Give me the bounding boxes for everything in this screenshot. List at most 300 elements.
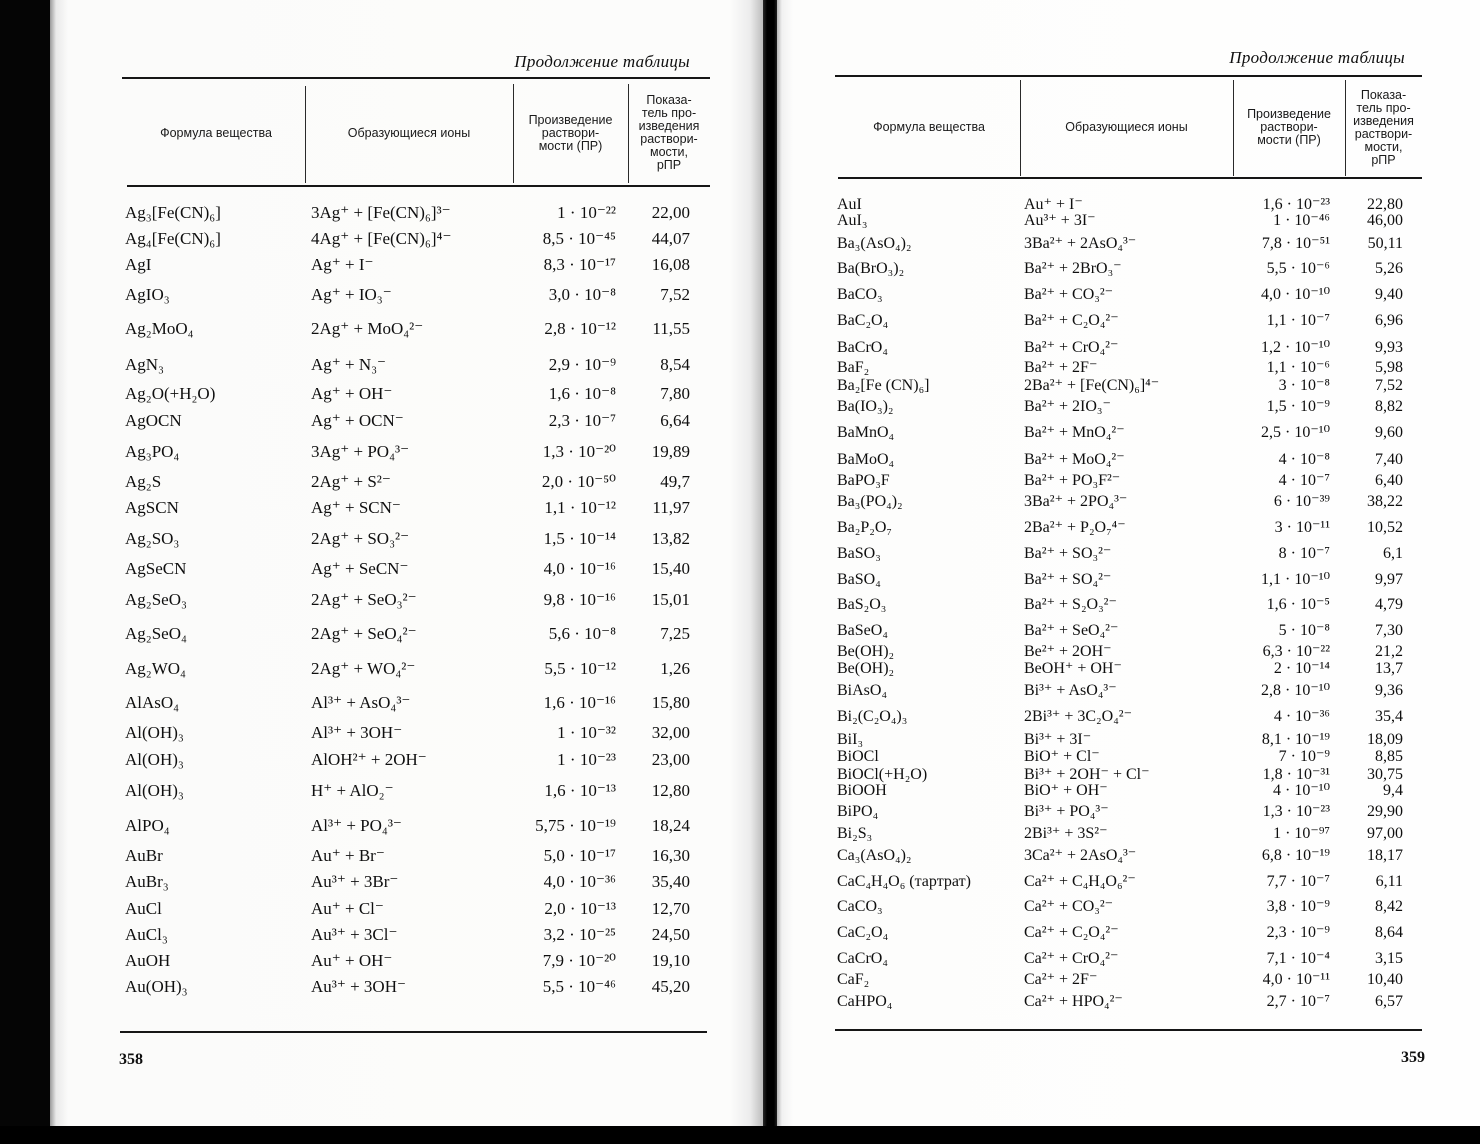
ksp-cell: 7 · 10⁻⁹ (1278, 748, 1330, 765)
pksp-cell: 3,15 (1375, 950, 1403, 967)
table-row (50, 228, 763, 250)
header-pksp-line: мости, (650, 145, 688, 159)
table-row (777, 210, 1480, 232)
pksp-cell: 7,52 (1375, 377, 1403, 394)
ions-cell: 2Ag⁺ + SeO₄²⁻ (311, 624, 417, 643)
ksp-cell: 1 · 10⁻⁹⁷ (1273, 825, 1330, 842)
header-pksp-line: рПР (656, 158, 682, 172)
header-ions-label: Образующиеся ионы (1065, 120, 1188, 134)
ions-cell: Au⁺ + Cl⁻ (311, 899, 384, 918)
ions-cell: 2Bi³⁺ + 3S²⁻ (1024, 825, 1108, 842)
pksp-cell: 8,54 (660, 355, 690, 374)
pksp-cell: 1,26 (660, 659, 690, 678)
pksp-cell: 7,30 (1375, 622, 1403, 639)
ions-cell: BiO⁺ + Cl⁻ (1024, 748, 1100, 765)
ksp-cell: 1,6 · 10⁻¹³ (544, 781, 616, 800)
ions-cell: Bi³⁺ + 2OH⁻ + Cl⁻ (1024, 766, 1150, 783)
formula-cell: Be(OH)₂ (837, 643, 895, 660)
pksp-cell: 9,36 (1375, 682, 1403, 699)
formula-cell: Ag₄[Fe(CN)₆] (125, 229, 221, 248)
ions-cell: Ca²⁺ + 2F⁻ (1024, 971, 1098, 988)
ksp-cell: 6,3 · 10⁻²² (1262, 643, 1330, 660)
formula-cell: Ba₃(AsO₄)₂ (837, 235, 912, 252)
pksp-cell: 32,00 (651, 723, 690, 742)
table-row (50, 815, 763, 837)
table-row (50, 254, 763, 276)
formula-cell: Ba(BrO₃)₂ (837, 260, 905, 277)
ksp-cell: 4,0 · 10⁻³⁶ (543, 872, 616, 891)
pksp-cell: 97,00 (1367, 825, 1403, 842)
table-row (777, 845, 1480, 867)
pksp-cell: 35,4 (1375, 708, 1403, 725)
ksp-cell: 1,8 · 10⁻³¹ (1262, 766, 1330, 783)
table-row (50, 354, 763, 376)
ksp-cell: 2,3 · 10⁻⁷ (548, 411, 616, 430)
pksp-cell: 18,24 (651, 816, 690, 835)
formula-cell: Bi₂(C₂O₄)₃ (837, 708, 908, 725)
pksp-cell: 8,42 (1375, 898, 1403, 915)
ions-cell: Bi³⁺ + 3I⁻ (1024, 731, 1092, 748)
ksp-cell: 4,0 · 10⁻¹⁰ (1261, 286, 1330, 303)
formula-cell: BaPO₃F (837, 472, 890, 489)
pksp-cell: 13,7 (1375, 660, 1403, 677)
pksp-cell: 8,64 (1375, 924, 1403, 941)
table-row (50, 441, 763, 463)
ions-cell: Ca²⁺ + C₂O₄²⁻ (1024, 924, 1119, 941)
formula-cell: BiOCl(+H₂O) (837, 766, 928, 783)
formula-cell: BaF₂ (837, 359, 870, 376)
table-row (50, 202, 763, 224)
pksp-cell: 6,96 (1375, 312, 1403, 329)
formula-cell: AlAsO₄ (125, 693, 180, 712)
ions-cell: Au⁺ + Br⁻ (311, 846, 385, 865)
ksp-cell: 4 · 10⁻⁸ (1278, 451, 1330, 468)
ions-cell: Ba²⁺ + 2BrO₃⁻ (1024, 260, 1122, 277)
ions-cell: Al³⁺ + 3OH⁻ (311, 723, 403, 742)
ions-cell: Bi³⁺ + PO₄³⁻ (1024, 803, 1109, 820)
pksp-cell: 5,26 (1375, 260, 1403, 277)
table-row (777, 801, 1480, 823)
ksp-cell: 3 · 10⁻¹¹ (1274, 519, 1330, 536)
table-row (50, 471, 763, 493)
ksp-cell: 3,2 · 10⁻²⁵ (543, 925, 616, 944)
pksp-cell: 50,11 (1367, 235, 1403, 252)
ions-cell: BiO⁺ + OH⁻ (1024, 782, 1108, 799)
pksp-cell: 38,22 (1367, 493, 1403, 510)
pksp-cell: 12,80 (651, 781, 690, 800)
table-row (777, 337, 1480, 359)
pksp-cell: 4,79 (1375, 596, 1403, 613)
pksp-cell: 6,57 (1375, 993, 1403, 1010)
pksp-cell: 19,10 (651, 951, 690, 970)
formula-cell: AgIO₃ (125, 285, 170, 304)
ions-cell: Al³⁺ + AsO₄³⁻ (311, 693, 411, 712)
ksp-cell: 2,8 · 10⁻¹⁰ (1261, 682, 1330, 699)
header-pksp-line: тель про- (641, 106, 697, 120)
ions-cell: Au⁺ + OH⁻ (311, 951, 393, 970)
ions-cell: Ba²⁺ + 2F⁻ (1024, 359, 1098, 376)
ksp-cell: 4 · 10⁻¹⁰ (1273, 782, 1330, 799)
pksp-cell: 46,00 (1367, 212, 1403, 229)
table-row (777, 569, 1480, 591)
formula-cell: CaCO₃ (837, 898, 883, 915)
table-row (777, 543, 1480, 565)
ksp-cell: 3,8 · 10⁻⁹ (1266, 898, 1330, 915)
formula-cell: BaSO₃ (837, 545, 881, 562)
table-row (777, 396, 1480, 418)
formula-cell: BiI₃ (837, 731, 864, 748)
table-row (50, 318, 763, 340)
ions-cell: Ba²⁺ + MoO₄²⁻ (1024, 451, 1125, 468)
ksp-cell: 3 · 10⁻⁸ (1278, 377, 1330, 394)
pksp-cell: 29,90 (1367, 803, 1403, 820)
table-row (50, 497, 763, 519)
header-ksp-line: мости (ПР) (1257, 133, 1321, 147)
ksp-cell: 1,1 · 10⁻⁶ (1266, 359, 1330, 376)
pksp-cell: 16,08 (651, 255, 690, 274)
header-pksp-line: Показа- (1360, 87, 1407, 102)
ions-cell: 3Ag⁺ + PO₄³⁻ (311, 442, 410, 461)
table-row (50, 950, 763, 972)
table-bottom-rule (120, 1031, 707, 1033)
ksp-cell: 8 · 10⁻⁷ (1278, 545, 1330, 562)
ksp-cell: 2,9 · 10⁻⁹ (548, 355, 616, 374)
pksp-cell: 8,85 (1375, 748, 1403, 765)
ksp-cell: 5,5 · 10⁻⁴⁶ (542, 977, 616, 996)
table-row (777, 871, 1480, 893)
table-row (777, 491, 1480, 513)
table-row (777, 258, 1480, 280)
ions-cell: Ca²⁺ + CO₃²⁻ (1024, 898, 1114, 915)
formula-cell: Ag₂WO₄ (125, 659, 186, 678)
table-row (50, 589, 763, 611)
table-row (777, 922, 1480, 944)
ions-cell: Ba²⁺ + CO₃²⁻ (1024, 286, 1114, 303)
formula-cell: CaC₂O₄ (837, 924, 889, 941)
formula-cell: AuI₃ (837, 212, 868, 229)
ksp-cell: 2,0 · 10⁻⁵⁰ (541, 472, 616, 491)
ions-cell: Bi³⁺ + AsO₄³⁻ (1024, 682, 1117, 699)
ksp-cell: 2,3 · 10⁻⁹ (1266, 924, 1330, 941)
formula-cell: AgSeCN (125, 559, 187, 578)
table-row (777, 310, 1480, 332)
table-row (50, 845, 763, 867)
table-row (777, 948, 1480, 970)
pksp-cell: 15,40 (651, 559, 690, 578)
table-row (777, 594, 1480, 616)
continuation-label: Продолжение таблицы (514, 52, 690, 71)
header-pksp-line: изведения (1353, 113, 1414, 128)
pksp-cell: 6,1 (1383, 545, 1403, 562)
table-row (50, 410, 763, 432)
ions-cell: Ba²⁺ + CrO₄²⁻ (1024, 339, 1119, 356)
table-row (777, 375, 1480, 397)
header-pksp-line: раствори- (640, 132, 698, 146)
table-row (50, 976, 763, 998)
ions-cell: Ba²⁺ + SO₄²⁻ (1024, 571, 1112, 588)
ksp-cell: 5,6 · 10⁻⁸ (548, 624, 616, 643)
formula-cell: AgN₃ (125, 355, 164, 374)
header-ksp-line: раствори- (1260, 120, 1318, 134)
header-formula-label: Формула вещества (873, 120, 985, 134)
pksp-cell: 16,30 (651, 846, 690, 865)
table-row (50, 780, 763, 802)
formula-cell: AuOH (125, 951, 171, 970)
formula-cell: Ba₃(PO₄)₂ (837, 493, 903, 510)
ksp-cell: 4 · 10⁻³⁶ (1273, 708, 1330, 725)
table-row (777, 991, 1480, 1013)
ions-cell: Ba²⁺ + SeO₄²⁻ (1024, 622, 1119, 639)
formula-cell: BaCO₃ (837, 286, 883, 303)
ions-cell: AlOH²⁺ + 2OH⁻ (311, 750, 427, 769)
ksp-cell: 3,0 · 10⁻⁸ (548, 285, 616, 304)
header-formula-label: Формула вещества (160, 125, 272, 140)
table-row (50, 558, 763, 580)
table-row (777, 969, 1480, 991)
pksp-cell: 6,40 (1375, 472, 1403, 489)
pksp-cell: 7,80 (660, 384, 690, 403)
formula-cell: Ba₂P₂O₇ (837, 519, 892, 536)
table-row (777, 284, 1480, 306)
ksp-cell: 1,1 · 10⁻¹⁰ (1261, 571, 1330, 588)
ions-cell: Ag⁺ + OCN⁻ (311, 411, 404, 430)
formula-cell: Al(OH)₃ (125, 750, 184, 769)
pksp-cell: 10,52 (1367, 519, 1403, 536)
formula-cell: AlPO₄ (125, 816, 170, 835)
ions-cell: Ba²⁺ + S₂O₃²⁻ (1024, 596, 1117, 613)
formula-cell: BiAsO₄ (837, 682, 888, 699)
ksp-cell: 2,0 · 10⁻¹³ (544, 899, 616, 918)
pksp-cell: 7,25 (660, 624, 690, 643)
ions-cell: Au³⁺ + 3OH⁻ (311, 977, 406, 996)
formula-cell: BaC₂O₄ (837, 312, 889, 329)
table-body (777, 0, 1480, 1127)
pksp-cell: 10,40 (1367, 971, 1403, 988)
ksp-cell: 1,6 · 10⁻²³ (1262, 196, 1330, 213)
formula-cell: Ag₂S (125, 472, 162, 491)
ions-cell: 2Ag⁺ + MoO₄²⁻ (311, 319, 424, 338)
ions-cell: Ag⁺ + I⁻ (311, 255, 374, 274)
pksp-cell: 11,55 (652, 319, 690, 338)
formula-cell: AuBr (125, 846, 163, 865)
table-row (50, 871, 763, 893)
table-row (777, 422, 1480, 444)
pksp-cell: 6,64 (660, 411, 690, 430)
formula-cell: BaSO₄ (837, 571, 881, 588)
ions-cell: Ba²⁺ + PO₃F²⁻ (1024, 472, 1121, 489)
pksp-cell: 23,00 (651, 750, 690, 769)
table-row (777, 517, 1480, 539)
pksp-cell: 30,75 (1367, 766, 1403, 783)
ksp-cell: 1 · 10⁻⁴⁶ (1273, 212, 1330, 229)
ksp-cell: 1,6 · 10⁻⁸ (548, 384, 616, 403)
table-row (50, 284, 763, 306)
header-pksp-line: тель про- (1356, 100, 1411, 115)
right-page (777, 0, 1480, 1127)
ksp-cell: 7,8 · 10⁻⁵¹ (1261, 235, 1330, 252)
pksp-cell: 9,97 (1375, 571, 1403, 588)
ions-cell: 2Ag⁺ + WO₄²⁻ (311, 659, 416, 678)
formula-cell: Ba(IO₃)₂ (837, 398, 894, 415)
ksp-cell: 2,8 · 10⁻¹² (544, 319, 616, 338)
ions-cell: 2Ag⁺ + SO₃²⁻ (311, 529, 410, 548)
formula-cell: CaCrO₄ (837, 950, 888, 967)
table-row (50, 658, 763, 680)
table-row (777, 620, 1480, 642)
ksp-cell: 2 · 10⁻¹⁴ (1273, 660, 1330, 677)
formula-cell: Ag₂O(+H₂O) (125, 384, 216, 403)
ions-cell: 3Ba²⁺ + 2AsO₄³⁻ (1024, 235, 1137, 252)
ions-cell: Be²⁺ + 2OH⁻ (1024, 643, 1112, 660)
pksp-cell: 9,40 (1375, 286, 1403, 303)
table-row (777, 706, 1480, 728)
ions-cell: Au³⁺ + 3I⁻ (1024, 212, 1096, 229)
pksp-cell: 19,89 (651, 442, 690, 461)
pksp-cell: 9,60 (1375, 424, 1403, 441)
header-pksp-line: Показа- (646, 93, 692, 107)
ions-cell: Ag⁺ + IO₃⁻ (311, 285, 392, 304)
table-row (777, 896, 1480, 918)
formula-cell: Ag₃[Fe(CN)₆] (125, 203, 221, 222)
formula-cell: Ca₃(AsO₄)₂ (837, 847, 912, 864)
formula-cell: Bi₂S₃ (837, 825, 873, 842)
pksp-cell: 49,7 (660, 472, 690, 491)
ions-cell: Ag⁺ + OH⁻ (311, 384, 393, 403)
formula-cell: BaSeO₄ (837, 622, 888, 639)
formula-cell: Au(OH)₃ (125, 977, 188, 996)
table-row (50, 692, 763, 714)
table-row (777, 449, 1480, 471)
formula-cell: BiOOH (837, 782, 887, 799)
ksp-cell: 6 · 10⁻³⁹ (1273, 493, 1330, 510)
formula-cell: Al(OH)₃ (125, 781, 184, 800)
formula-cell: Ag₂MoO₄ (125, 319, 194, 338)
ions-cell: 2Ag⁺ + S²⁻ (311, 472, 391, 491)
ksp-cell: 1,5 · 10⁻¹⁴ (543, 529, 616, 548)
ksp-cell: 1,3 · 10⁻²⁰ (542, 442, 616, 461)
ions-cell: 2Ba²⁺ + P₂O₇⁴⁻ (1024, 519, 1126, 536)
ions-cell: 3Ag⁺ + [Fe(CN)₆]³⁻ (311, 203, 451, 222)
pksp-cell: 22,00 (651, 203, 690, 222)
formula-cell: AuCl₃ (125, 925, 168, 944)
ions-cell: Ag⁺ + SCN⁻ (311, 498, 401, 517)
pksp-cell: 44,07 (651, 229, 690, 248)
formula-cell: Ag₂SO₃ (125, 529, 180, 548)
formula-cell: CaF₂ (837, 971, 870, 988)
continuation-label: Продолжение таблицы (1229, 48, 1405, 67)
ksp-cell: 1,2 · 10⁻¹⁰ (1261, 339, 1330, 356)
pksp-cell: 22,80 (1367, 196, 1403, 213)
pksp-cell: 6,11 (1375, 873, 1403, 890)
table-row (777, 470, 1480, 492)
formula-cell: Be(OH)₂ (837, 660, 895, 677)
ksp-cell: 7,9 · 10⁻²⁰ (542, 951, 616, 970)
table-bottom-rule (835, 1029, 1422, 1031)
formula-cell: AuBr₃ (125, 872, 169, 891)
header-pksp-line: мости, (1364, 139, 1403, 154)
formula-cell: AuCl (125, 899, 162, 918)
page-number: 359 (1401, 1049, 1425, 1066)
ksp-cell: 1,3 · 10⁻²³ (1262, 803, 1330, 820)
ions-cell: BeOH⁺ + OH⁻ (1024, 660, 1122, 677)
pksp-cell: 8,82 (1375, 398, 1403, 415)
formula-cell: BaMoO₄ (837, 451, 895, 468)
header-ksp-line: раствори- (541, 125, 600, 140)
ions-cell: 3Ba²⁺ + 2PO₄³⁻ (1024, 493, 1128, 510)
table-row (777, 658, 1480, 680)
ions-cell: Ba²⁺ + C₂O₄²⁻ (1024, 312, 1119, 329)
pksp-cell: 5,98 (1375, 359, 1403, 376)
table-row (50, 749, 763, 771)
header-ksp-line: Произведение (528, 112, 613, 127)
header-pksp-line: изведения (638, 119, 700, 133)
left-page (50, 0, 763, 1126)
ksp-cell: 5,5 · 10⁻¹² (544, 659, 616, 678)
ksp-cell: 1 · 10⁻²³ (557, 750, 616, 769)
ions-cell: Ag⁺ + N₃⁻ (311, 355, 387, 374)
ions-cell: Au³⁺ + 3Br⁻ (311, 872, 399, 891)
ksp-cell: 9,8 · 10⁻¹⁶ (543, 590, 616, 609)
formula-cell: Ba₂[Fe (CN)₆] (837, 377, 930, 394)
header-pksp-line: раствори- (1354, 126, 1413, 141)
scan-bottom-edge (0, 1126, 1480, 1144)
ions-cell: 3Ca²⁺ + 2AsO₄³⁻ (1024, 847, 1137, 864)
ions-cell: 2Bi³⁺ + 3C₂O₄²⁻ (1024, 708, 1133, 725)
ions-cell: H⁺ + AlO₂⁻ (311, 781, 394, 800)
table-row (50, 924, 763, 946)
pksp-cell: 15,01 (651, 590, 690, 609)
pksp-cell: 45,20 (651, 977, 690, 996)
formula-cell: Ag₂SeO₄ (125, 624, 187, 643)
ions-cell: 2Ag⁺ + SeO₃²⁻ (311, 590, 417, 609)
pksp-cell: 9,93 (1375, 339, 1403, 356)
formula-cell: AgSCN (125, 498, 179, 517)
ions-cell: Ba²⁺ + MnO₄²⁻ (1024, 424, 1125, 441)
formula-cell: AgOCN (125, 411, 182, 430)
ions-cell: 4Ag⁺ + [Fe(CN)₆]⁴⁻ (311, 229, 452, 248)
ions-cell: Ba²⁺ + 2IO₃⁻ (1024, 398, 1111, 415)
table-row (777, 823, 1480, 845)
ksp-cell: 6,8 · 10⁻¹⁹ (1261, 847, 1330, 864)
ksp-cell: 4,0 · 10⁻¹⁶ (543, 559, 616, 578)
ksp-cell: 5,75 · 10⁻¹⁹ (535, 816, 616, 835)
pksp-cell: 24,50 (651, 925, 690, 944)
ksp-cell: 7,7 · 10⁻⁷ (1266, 873, 1330, 890)
formula-cell: BaCrO₄ (837, 339, 888, 356)
formula-cell: Ag₂SeO₃ (125, 590, 187, 609)
table-row (50, 623, 763, 645)
formula-cell: BiPO₄ (837, 803, 879, 820)
table-row (50, 722, 763, 744)
ksp-cell: 4 · 10⁻⁷ (1278, 472, 1330, 489)
header-ksp-line: мости (ПР) (538, 138, 603, 153)
formula-cell: BiOCl (837, 748, 879, 765)
ksp-cell: 8,3 · 10⁻¹⁷ (543, 255, 616, 274)
table-row (777, 780, 1480, 802)
ions-cell: Ca²⁺ + C₄H₄O₆²⁻ (1024, 873, 1136, 890)
ions-cell: Ca²⁺ + CrO₄²⁻ (1024, 950, 1119, 967)
ksp-cell: 1,5 · 10⁻⁹ (1266, 398, 1330, 415)
table-row (50, 383, 763, 405)
formula-cell: CaHPO₄ (837, 993, 893, 1010)
pksp-cell: 7,52 (660, 285, 690, 304)
table-row (777, 680, 1480, 702)
pksp-cell: 21,2 (1375, 643, 1403, 660)
formula-cell: Ag₃PO₄ (125, 442, 180, 461)
table-row (50, 528, 763, 550)
ksp-cell: 1,1 · 10⁻⁷ (1266, 312, 1330, 329)
pksp-cell: 18,17 (1367, 847, 1403, 864)
